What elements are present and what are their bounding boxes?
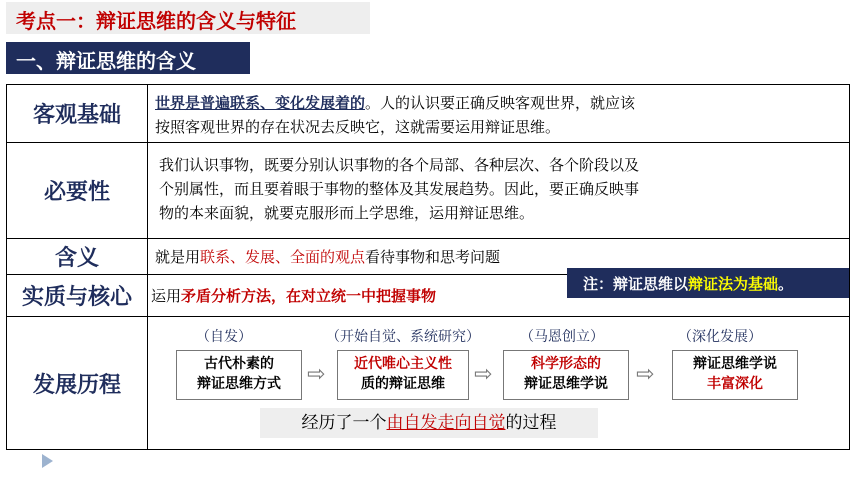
meaning-highlight: 联系、发展、全面的观点 [200, 248, 366, 266]
note-highlight: 辩证法为基础 [688, 275, 779, 293]
stage-box-modern-line-2: 质的辩证思维 [361, 376, 445, 392]
arrow-icon: ⇨ [636, 362, 655, 387]
note-text [583, 273, 793, 294]
arrow-icon: ⇨ [474, 362, 493, 387]
row-content-basis [155, 91, 843, 142]
stage-box-deepening [672, 350, 798, 400]
basis-text-1: 。人的认识要正确反映客观世界，就应该 [365, 94, 636, 112]
basis-text-2: 按照客观世界的存在状况去反映它，这就需要运用辩证思维。 [155, 118, 561, 136]
essence-prefix: 运用 [151, 287, 182, 305]
stage-box-deepening-line-1: 辩证思维学说 [693, 356, 777, 372]
stage-label-1: （自发） [196, 329, 252, 345]
section-title-bar [6, 42, 250, 74]
summary-highlight: 由自发走向自觉 [386, 413, 506, 433]
arrow-icon: ⇨ [307, 362, 326, 387]
necessity-line-3: 物的本来面貌，就要克服形而上学思维，运用辩证思维。 [159, 204, 535, 222]
history-summary [260, 408, 598, 438]
meaning-suffix: 看待事物和思考问题 [365, 248, 501, 266]
row-content-necessity [159, 153, 843, 238]
stage-box-scientific-line-1: 科学形态的 [531, 356, 601, 372]
note-suffix: 。 [778, 275, 794, 293]
row-label-history: 发展历程 [7, 317, 148, 449]
row-necessity [7, 143, 849, 239]
stage-box-ancient [176, 350, 302, 400]
summary-prefix: 经历了一个 [301, 413, 387, 433]
stage-box-modern [337, 350, 469, 400]
row-label-essence: 实质与核心 [7, 275, 148, 316]
row-label-basis: 客观基础 [7, 85, 148, 142]
basis-highlight: 世界是普遍联系、变化发展着的 [155, 94, 366, 112]
necessity-line-1: 我们认识事物，既要分别认识事物的各个局部、各种层次、各个阶段以及 [159, 156, 640, 174]
stage-box-scientific-line-2: 辩证思维学说 [524, 376, 608, 392]
row-label-meaning: 含义 [7, 239, 148, 274]
stage-box-scientific [503, 350, 629, 400]
note-prefix: 注：辩证思维以 [583, 275, 689, 293]
stage-box-deepening-line-2: 丰富深化 [707, 376, 763, 392]
summary-suffix: 的过程 [505, 413, 557, 433]
topic-title: 考点一：辩证思维的含义与特征 [16, 9, 296, 33]
stage-label-2: （开始自觉、系统研究） [326, 329, 480, 345]
necessity-line-2: 个别属性，而且要着眼于事物的整体及其发展趋势。因此，要正确反映事 [159, 180, 640, 198]
stage-label-3: （马恩创立） [520, 329, 604, 345]
section-title: 一、辩证思维的含义 [16, 49, 196, 73]
row-label-necessity: 必要性 [7, 143, 148, 238]
play-icon[interactable] [42, 454, 53, 468]
essence-highlight: 矛盾分析方法，在对立统一中把握事物 [181, 287, 437, 305]
stage-box-ancient-line-2: 辩证思维方式 [197, 376, 281, 392]
stage-box-ancient-line-1: 古代朴素的 [204, 356, 274, 372]
topic-title-bar [6, 2, 370, 34]
row-basis [7, 85, 849, 143]
stage-label-4: （深化发展） [678, 329, 762, 345]
meaning-prefix: 就是用 [155, 248, 201, 266]
note-banner [567, 268, 849, 298]
stage-box-modern-line-1: 近代唯心主义性 [354, 356, 452, 372]
